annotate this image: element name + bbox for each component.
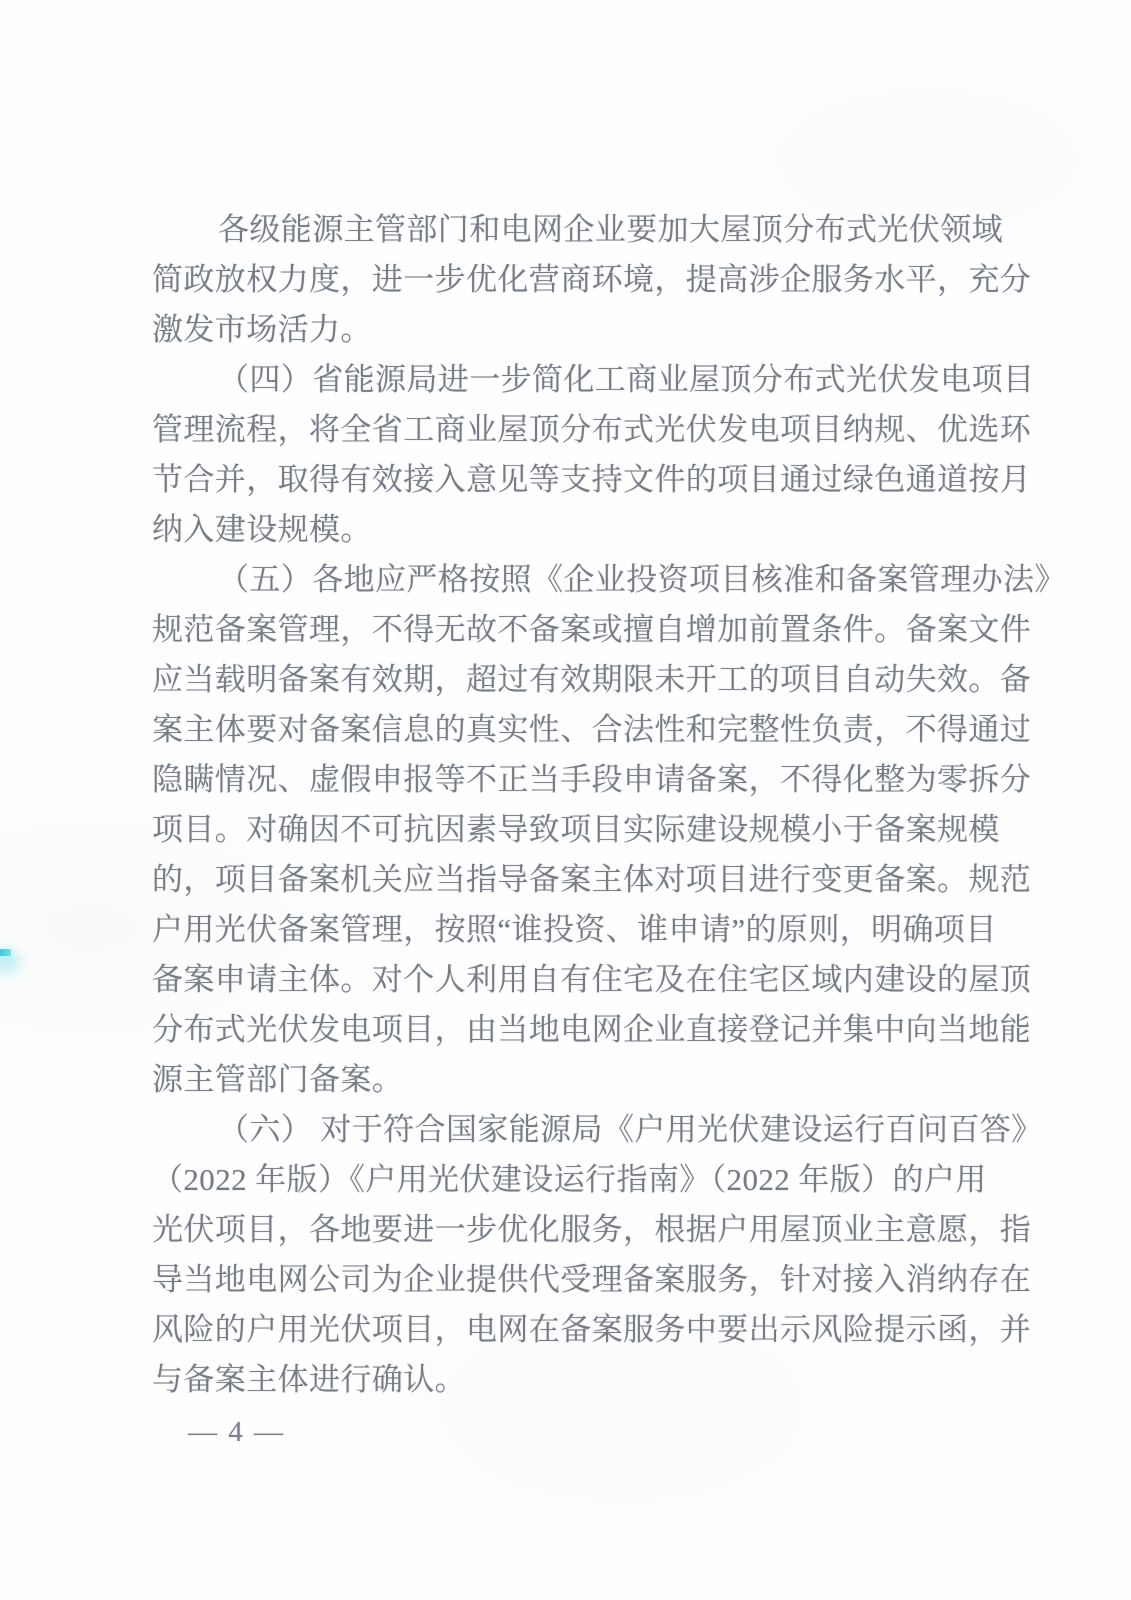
text-line: （四）省能源局进一步简化工商业屋顶分布式光伏发电项目 — [218, 362, 1035, 397]
text-line: 户用光伏备案管理，按照“谁投资、谁申请”的原则，明确项目 — [152, 912, 997, 947]
text-line: 导当地电网公司为企业提供代受理备案服务，针对接入消纳存在 — [152, 1262, 1032, 1297]
text-line: 备案申请主体。对个人利用自有住宅及在住宅区域内建设的屋顶 — [152, 962, 1032, 997]
paragraph-item-six — [152, 1105, 1043, 1405]
text-line: （六） 对于符合国家能源局《户用光伏建设运行百问百答》 — [218, 1112, 1043, 1147]
paragraph-intro — [152, 205, 1032, 355]
text-line: （2022 年版）《户用光伏建设运行指南》（2022 年版）的户用 — [152, 1162, 987, 1197]
text-line: 项目。对确因不可抗因素导致项目实际建设规模小于备案规模 — [152, 812, 1000, 847]
text-line: 与备案主体进行确认。 — [152, 1362, 466, 1397]
paragraph-item-four — [152, 355, 1035, 555]
scan-artifact-cyan-streak — [0, 949, 11, 956]
text-line: 风险的户用光伏项目，电网在备案服务中要出示风险提示函，并 — [152, 1312, 1032, 1347]
text-line: 简政放权力度，进一步优化营商环境，提高涉企服务水平，充分 — [152, 262, 1032, 297]
text-line: （五）各地应严格按照《企业投资项目核准和备案管理办法》 — [218, 562, 1066, 597]
text-line: 光伏项目，各地要进一步优化服务，根据户用屋顶业主意愿，指 — [152, 1212, 1032, 1247]
text-line: 隐瞒情况、虚假申报等不正当手段申请备案，不得化整为零拆分 — [152, 762, 1032, 797]
text-line: 纳入建设规模。 — [152, 512, 372, 547]
document-body — [152, 205, 1066, 1405]
text-line: 各级能源主管部门和电网企业要加大屋顶分布式光伏领域 — [218, 212, 1003, 247]
text-line: 节合并，取得有效接入意见等支持文件的项目通过绿色通道按月 — [152, 462, 1032, 497]
text-line: 分布式光伏发电项目，由当地电网企业直接登记并集中向当地能 — [152, 1012, 1032, 1047]
page-number: — 4 — — [188, 1416, 285, 1448]
text-line: 应当载明备案有效期，超过有效期限未开工的项目自动失效。备 — [152, 662, 1032, 697]
paragraph-item-five — [152, 555, 1066, 1105]
text-line: 管理流程，将全省工商业屋顶分布式光伏发电项目纳规、优选环 — [152, 412, 1032, 447]
text-line: 源主管部门备案。 — [152, 1062, 404, 1097]
text-line: 的，项目备案机关应当指导备案主体对项目进行变更备案。规范 — [152, 862, 1032, 897]
text-line: 激发市场活力。 — [152, 312, 372, 347]
text-line: 规范备案管理，不得无故不备案或擅自增加前置条件。备案文件 — [152, 612, 1032, 647]
scan-artifact-halo — [0, 956, 30, 982]
text-line: 案主体要对备案信息的真实性、合法性和完整性负责，不得通过 — [152, 712, 1032, 747]
